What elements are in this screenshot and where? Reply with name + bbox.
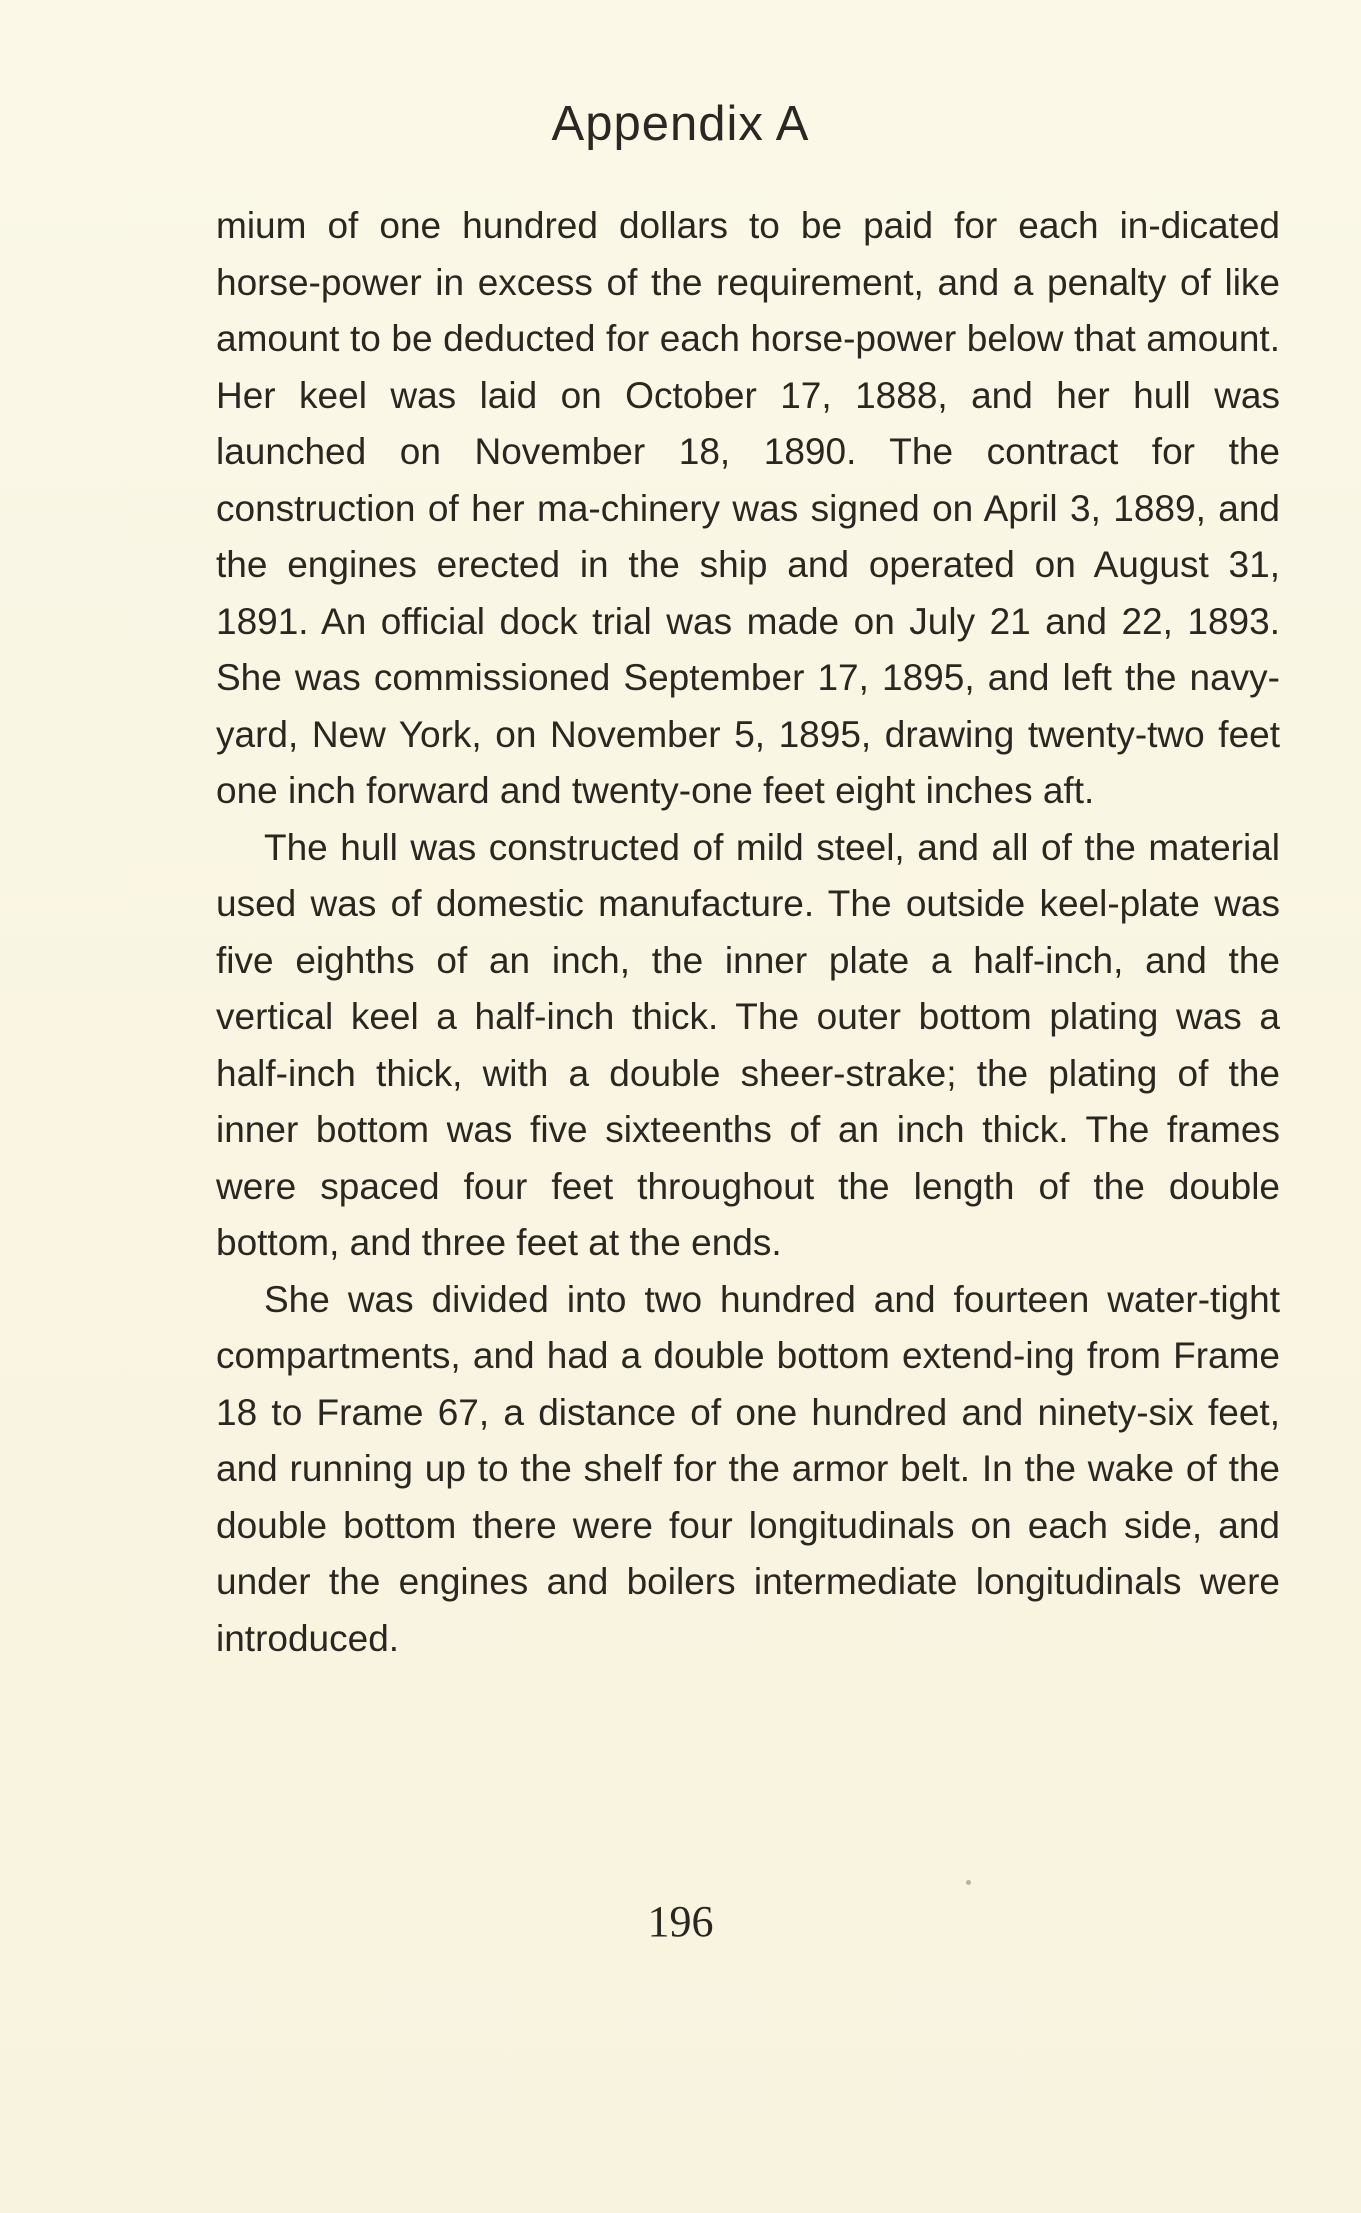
paragraph-1: mium of one hundred dollars to be paid for each in-dicated horse-power in excess of the requirement, and a penalty of like amount to be deducted for each horse-power below that amount. Her keel was laid on October 17, 1888, and her hull was launched on November 18, 1890. The contract for the construction of her ma-chinery was signed on April 3, 1889, and the engines erected in the ship and operated on August 31, 1891. An official dock trial was made on July 21 and 22, 1893. She was commissioned September 17, 1895, and left the navy-yard, New York, on November 5, 1895, drawing twenty-two feet one inch forward and twenty-one feet eight inches aft. [216,205,1280,811]
paragraph-2: The hull was constructed of mild steel, and all of the material used was of domestic manufacture. The outside keel-plate was five eighths of an inch, the inner plate a half-inch, and the vertical keel a half-inch thick. The outer bottom plating was a half-inch thick, with a double sheer-strake; the plating of the inner bottom was five sixteenths of an inch thick. The frames were spaced four feet throughout the length of the double bottom, and three feet at the ends. [216,826,1280,1263]
page-number: 196 [647,1897,714,1946]
body-text [216,198,1280,1667]
running-head: Appendix A [551,97,810,151]
paragraph-3: She was divided into two hundred and fourteen water-tight compartments, and had a double bottom extend-ing from Frame 18 to Frame 67, a distance of one hundred and ninety-six feet, and running up to the shelf for the armor belt. In the wake of the double bottom there were four longitudinals on each side, and under the engines and boilers intermediate longitudinals were introduced. [216,1278,1280,1659]
paper-speck [966,1880,971,1885]
